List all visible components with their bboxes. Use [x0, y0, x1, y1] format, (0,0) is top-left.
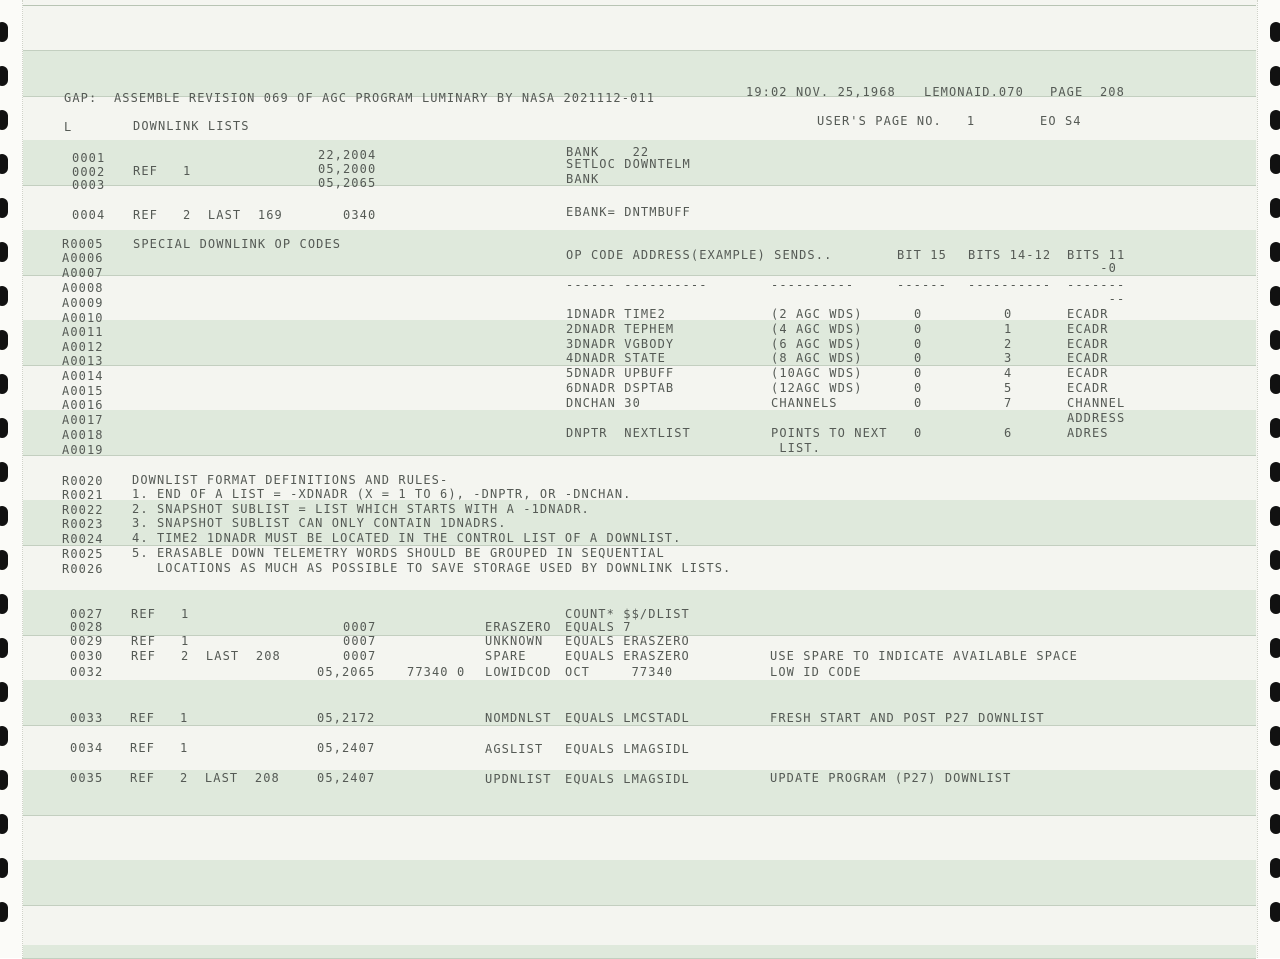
feed-hole-icon: [1270, 638, 1280, 658]
op-bits14-12: 0: [1004, 307, 1013, 321]
feed-hole-icon: [0, 770, 8, 790]
op-bits11: ADRES: [1067, 426, 1109, 440]
op-bit15: 0: [914, 337, 923, 351]
line-op: BANK: [566, 172, 600, 186]
op-sends: (4 AGC WDS): [771, 322, 863, 336]
op-bits14-12: 7: [1004, 396, 1013, 410]
line-ref: REF 2 LAST 169: [133, 208, 283, 222]
line-op: COUNT* $$/DLIST: [565, 607, 690, 621]
line-id: 0035: [70, 771, 104, 785]
line-comment: LOW ID CODE: [770, 665, 862, 679]
line-id: A0016: [62, 398, 104, 412]
line-id: A0011: [62, 325, 104, 339]
tractor-feed-right: [1257, 0, 1280, 958]
line-op: EQUALS LMAGSIDL: [565, 742, 690, 756]
line-label: LOWIDCOD: [485, 665, 552, 679]
line-id: A0017: [62, 413, 104, 427]
line-op: EQUALS LMAGSIDL: [565, 772, 690, 786]
op-bits14-12: 3: [1004, 351, 1013, 365]
table-header-opcode: OP CODE ADDRESS(EXAMPLE) SENDS..: [566, 248, 833, 262]
feed-hole-icon: [0, 858, 8, 878]
table-rule: --: [1067, 292, 1126, 306]
line-id: 0034: [70, 741, 104, 755]
feed-hole-icon: [0, 66, 8, 86]
line-id: A0010: [62, 311, 104, 325]
op-bits11: ADDRESS: [1067, 411, 1126, 425]
line-id: 0028: [70, 620, 104, 634]
feed-hole-icon: [1270, 726, 1280, 746]
op-bits14-12: 4: [1004, 366, 1013, 380]
line-remark: 4. TIME2 1DNADR MUST BE LOCATED IN THE CONTROL LIST OF A DOWNLIST.: [132, 531, 682, 545]
line-address: 0007: [343, 634, 377, 648]
line-remark: 3. SNAPSHOT SUBLIST CAN ONLY CONTAIN 1DNADRS.: [132, 516, 507, 530]
table-rule: ------: [897, 278, 947, 292]
line-ref: REF 1: [130, 711, 189, 725]
line-remark: LOCATIONS AS MUCH AS POSSIBLE TO SAVE STORAGE USED BY DOWNLINK LISTS.: [132, 561, 732, 575]
feed-hole-icon: [1270, 286, 1280, 306]
line-address: 0340: [343, 208, 377, 222]
op-code: 5DNADR UPBUFF: [566, 366, 675, 380]
table-rule: ------ ----------: [566, 278, 708, 292]
feed-hole-icon: [0, 594, 8, 614]
op-bits11: ECADR: [1067, 337, 1109, 351]
line-ref: REF 1: [133, 164, 192, 178]
feed-hole-icon: [1270, 22, 1280, 42]
line-id: 0033: [70, 711, 104, 725]
feed-hole-icon: [1270, 902, 1280, 922]
feed-hole-icon: [1270, 814, 1280, 834]
users-page-number: USER'S PAGE NO. 1: [817, 114, 976, 128]
tear-line: [22, 5, 1256, 6]
line-remark: SPECIAL DOWNLINK OP CODES: [133, 237, 342, 251]
line-id: 0027: [70, 607, 104, 621]
op-bits11: CHANNEL: [1067, 396, 1126, 410]
line-ref: REF 1: [131, 634, 190, 648]
feed-hole-icon: [0, 110, 8, 130]
feed-hole-icon: [0, 198, 8, 218]
feed-hole-icon: [1270, 858, 1280, 878]
section-letter: L: [64, 120, 73, 134]
line-id: A0007: [62, 266, 104, 280]
line-id: 0029: [70, 634, 104, 648]
op-bit15: 0: [914, 396, 923, 410]
table-rule: -------: [1067, 278, 1126, 292]
feed-hole-icon: [0, 902, 8, 922]
line-comment: FRESH START AND POST P27 DOWNLIST: [770, 711, 1045, 725]
feed-hole-icon: [0, 462, 8, 482]
op-bit15: 0: [914, 366, 923, 380]
line-op: EQUALS ERASZERO: [565, 649, 690, 663]
feed-hole-icon: [1270, 506, 1280, 526]
feed-hole-icon: [1270, 110, 1280, 130]
feed-hole-icon: [1270, 418, 1280, 438]
line-id: 0003: [72, 178, 106, 192]
line-id: A0008: [62, 281, 104, 295]
line-op: EBANK= DNTMBUFF: [566, 205, 691, 219]
line-id: R0024: [62, 532, 104, 546]
feed-hole-icon: [0, 726, 8, 746]
op-bits14-12: 5: [1004, 381, 1013, 395]
line-label: SPARE: [485, 649, 527, 663]
header-datetime: 19:02 NOV. 25,1968: [746, 85, 896, 99]
green-bar: [22, 945, 1256, 959]
line-address: 0007: [343, 649, 377, 663]
op-bit15: 0: [914, 426, 923, 440]
op-sends: CHANNELS: [771, 396, 838, 410]
feed-hole-icon: [1270, 374, 1280, 394]
line-op: BANK 22: [566, 145, 650, 159]
feed-hole-icon: [0, 22, 8, 42]
line-address: 05,2000: [318, 162, 377, 176]
line-op: EQUALS ERASZERO: [565, 634, 690, 648]
op-code: 6DNADR DSPTAB: [566, 381, 675, 395]
op-code: DNPTR NEXTLIST: [566, 426, 691, 440]
line-id: A0019: [62, 443, 104, 457]
op-code: 3DNADR VGBODY: [566, 337, 675, 351]
op-bits14-12: 2: [1004, 337, 1013, 351]
feed-hole-icon: [1270, 550, 1280, 570]
line-id: A0015: [62, 384, 104, 398]
op-code: 2DNADR TEPHEM: [566, 322, 675, 336]
op-code: 1DNADR TIME2: [566, 307, 666, 321]
line-comment: USE SPARE TO INDICATE AVAILABLE SPACE: [770, 649, 1079, 663]
feed-hole-icon: [1270, 330, 1280, 350]
op-bits14-12: 6: [1004, 426, 1013, 440]
table-header-bits14-12: BITS 14-12: [968, 248, 1052, 262]
line-id: R0021: [62, 488, 104, 502]
line-address: 22,2004: [318, 148, 377, 162]
line-id: A0006: [62, 251, 104, 265]
feed-hole-icon: [0, 506, 8, 526]
feed-hole-icon: [0, 638, 8, 658]
op-code: 4DNADR STATE: [566, 351, 666, 365]
eo-code: EO S4: [1040, 114, 1082, 128]
feed-hole-icon: [1270, 682, 1280, 702]
line-id: R0025: [62, 547, 104, 561]
line-op: EQUALS LMCSTADL: [565, 711, 690, 725]
line-remark: 1. END OF A LIST = -XDNADR (X = 1 TO 6), -DNPTR, OR -DNCHAN.: [132, 487, 632, 501]
op-sends: (12AGC WDS): [771, 381, 863, 395]
line-ref: REF 2 LAST 208: [131, 649, 281, 663]
table-header-bits11: BITS 11: [1067, 248, 1126, 262]
op-sends: (6 AGC WDS): [771, 337, 863, 351]
op-bits11: ECADR: [1067, 366, 1109, 380]
header-source: LEMONAID.070: [924, 85, 1024, 99]
op-code: DNCHAN 30: [566, 396, 641, 410]
op-bit15: 0: [914, 307, 923, 321]
line-address: 05,2407: [317, 771, 376, 785]
op-bits11: ECADR: [1067, 351, 1109, 365]
line-op: OCT 77340: [565, 665, 674, 679]
op-bits11: ECADR: [1067, 322, 1109, 336]
feed-hole-icon: [0, 286, 8, 306]
line-id: 0001: [72, 151, 106, 165]
line-label: UPDNLIST: [485, 772, 552, 786]
line-label: UNKNOWN: [485, 634, 544, 648]
line-id: A0013: [62, 354, 104, 368]
line-label: NOMDNLST: [485, 711, 552, 725]
line-comment: UPDATE PROGRAM (P27) DOWNLIST: [770, 771, 1012, 785]
assembly-header: GAP: ASSEMBLE REVISION 069 OF AGC PROGRAM LUMINARY BY NASA 2021112-011: [64, 91, 656, 105]
op-bit15: 0: [914, 381, 923, 395]
feed-hole-icon: [1270, 770, 1280, 790]
line-ref: REF 1: [130, 741, 189, 755]
line-ref: REF 1: [131, 607, 190, 621]
table-header-bits11-cont: -0: [1067, 261, 1117, 275]
op-bits11: ECADR: [1067, 307, 1109, 321]
line-ref: REF 2 LAST 208: [130, 771, 280, 785]
line-id: 0002: [72, 165, 106, 179]
feed-hole-icon: [1270, 66, 1280, 86]
op-bits11: ECADR: [1067, 381, 1109, 395]
section-title: DOWNLINK LISTS: [133, 119, 250, 133]
feed-hole-icon: [0, 550, 8, 570]
line-address: 05,2065: [318, 176, 377, 190]
line-id: 0004: [72, 208, 106, 222]
line-id: R0020: [62, 474, 104, 488]
line-address: 05,2065: [317, 665, 376, 679]
line-op: EQUALS 7: [565, 620, 632, 634]
op-sends: LIST.: [771, 441, 821, 455]
op-bit15: 0: [914, 322, 923, 336]
line-value: 77340 0: [407, 665, 466, 679]
feed-hole-icon: [0, 374, 8, 394]
op-sends: (8 AGC WDS): [771, 351, 863, 365]
green-bar: [22, 860, 1256, 906]
line-label: ERASZERO: [485, 620, 552, 634]
feed-hole-icon: [1270, 594, 1280, 614]
feed-hole-icon: [1270, 198, 1280, 218]
line-id: A0018: [62, 428, 104, 442]
op-sends: (10AGC WDS): [771, 366, 863, 380]
line-id: R0022: [62, 503, 104, 517]
line-address: 05,2172: [317, 711, 376, 725]
line-remark: 2. SNAPSHOT SUBLIST = LIST WHICH STARTS WITH A -1DNADR.: [132, 502, 590, 516]
line-id: 0030: [70, 649, 104, 663]
feed-hole-icon: [1270, 242, 1280, 262]
line-remark: DOWNLIST FORMAT DEFINITIONS AND RULES-: [132, 473, 449, 487]
op-bit15: 0: [914, 351, 923, 365]
tractor-feed-left: [0, 0, 23, 958]
feed-hole-icon: [0, 682, 8, 702]
line-id: 0032: [70, 665, 104, 679]
line-address: 05,2407: [317, 741, 376, 755]
line-op: SETLOC DOWNTELM: [566, 157, 691, 171]
feed-hole-icon: [0, 814, 8, 834]
feed-hole-icon: [0, 418, 8, 438]
feed-hole-icon: [0, 154, 8, 174]
op-sends: (2 AGC WDS): [771, 307, 863, 321]
feed-hole-icon: [0, 242, 8, 262]
table-rule: ----------: [771, 278, 855, 292]
line-id: A0012: [62, 340, 104, 354]
table-header-bit15: BIT 15: [897, 248, 947, 262]
line-id: R0005: [62, 237, 104, 251]
line-remark: 5. ERASABLE DOWN TELEMETRY WORDS SHOULD BE GROUPED IN SEQUENTIAL: [132, 546, 665, 560]
table-rule: ----------: [968, 278, 1052, 292]
line-id: A0014: [62, 369, 104, 383]
line-id: A0009: [62, 296, 104, 310]
line-label: AGSLIST: [485, 742, 544, 756]
line-address: 0007: [343, 620, 377, 634]
line-id: R0023: [62, 517, 104, 531]
feed-hole-icon: [1270, 462, 1280, 482]
feed-hole-icon: [1270, 154, 1280, 174]
header-page: PAGE 208: [1050, 85, 1125, 99]
op-bits14-12: 1: [1004, 322, 1013, 336]
line-id: R0026: [62, 562, 104, 576]
op-sends: POINTS TO NEXT: [771, 426, 888, 440]
feed-hole-icon: [0, 330, 8, 350]
